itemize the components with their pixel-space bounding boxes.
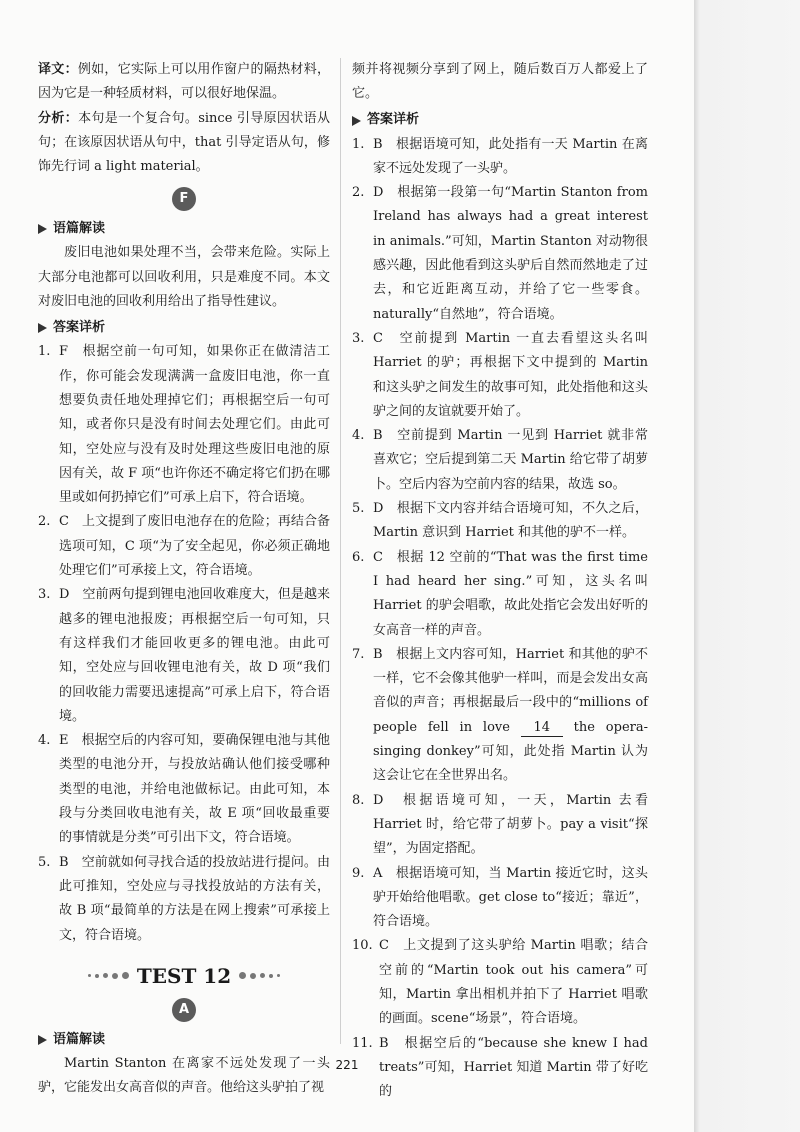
answer-item <box>352 546 648 643</box>
answer-text: A 根据语境可知，当 Martin 接近它时，这头驴开始给他唱歌。get close to“接近；靠近”，符合语境。 <box>373 865 648 930</box>
answer-number: 7. <box>352 646 365 662</box>
answer-number: 2. <box>38 514 51 530</box>
answers-heading-2 <box>352 109 648 133</box>
answer-text: C 根据 12 空前的“That was the first time I had heard her sing.”可知，这头名叫 Harriet 的驴会唱歌，故此处指它会发出好听的女高音一样的声音。 <box>373 549 648 638</box>
answer-number: 2. <box>352 185 365 201</box>
answer-number: 5. <box>38 854 51 870</box>
reading-heading <box>38 217 330 241</box>
answer-number: 6. <box>352 549 365 565</box>
answer-text: D 根据语境可知，一天，Martin 去看 Harriet 时，给它带了胡萝卜。pay a visit“探望”，为固定搭配。 <box>373 792 648 857</box>
continued-paragraph: 频并将视频分享到了网上，随后数百万人都爱上了它。 <box>352 62 648 102</box>
answer-item <box>38 851 330 948</box>
answer-text: F 根据空前一句可知，如果你正在做清洁工作，你可能会发现满满一盒废旧电池，你一直想要负责任地处理掉它们；再根据空后一句可知，或者你只是没有时间去处理它们。由此可知，空处应与没有及时处理这些废旧电池的原因有关，故 F 项“也许你还不确定将它们扔在哪里或如何扔掉它们”可承上启下，符合语境。 <box>59 344 330 506</box>
arrow-marker-icon <box>352 116 361 126</box>
decorative-dots-right <box>239 972 280 979</box>
answer-item <box>38 340 330 510</box>
answer-text-part: B 根据上文内容可知，Harriet 和其他的驴不一样，它不会像其他驴一样叫，而是会发出女高音似的声音；再根据最后一段中的“millions of people fell in love <box>373 646 648 735</box>
answer-number: 4. <box>38 733 51 749</box>
answer-item <box>352 643 648 789</box>
reading-paragraph: 废旧电池如果处理不当，会带来危险。实际上大部分电池都可以回收利用，只是难度不同。本文对废旧电池的回收利用给出了指导性建议。 <box>38 245 330 310</box>
answer-number: 8. <box>352 792 365 808</box>
answers-heading-text: 答案详析 <box>53 320 106 336</box>
answer-number: 1. <box>38 344 51 360</box>
left-column <box>38 58 330 1100</box>
answer-text: B 空前就如何寻找合适的投放站进行提问。由此可推知，空处应与寻找投放站的方法有关，故 B 项“最简单的方法是在网上搜索”可承接上文，符合语境。 <box>59 854 330 943</box>
answer-text: B 空前提到 Martin 一见到 Harriet 就非常喜欢它；空后提到第二天 Martin 给它带了胡萝卜。空后内容为空前内容的结果，故选 so。 <box>373 428 648 492</box>
reading-paragraph-2: Martin Stanton 在离家不远处发现了一头驴，它能发出女高音似的声音。他给这头驴拍了视 <box>38 1055 330 1096</box>
answer-item <box>352 424 648 497</box>
answer-text <box>373 643 648 789</box>
translation-label: 译文： <box>38 62 78 77</box>
answer-text: C 上文提到了废旧电池存在的危险；再结合备选项可知，C 项“为了安全起见，你必须正确地处理它们”可承接上文，符合语境。 <box>59 514 330 579</box>
answer-item <box>352 181 648 327</box>
answer-number: 3. <box>352 330 365 346</box>
answer-text: D 根据下文内容并结合语境可知，不久之后，Martin 意识到 Harriet 和其他的驴不一样。 <box>373 501 648 541</box>
analysis-paragraph <box>38 107 330 180</box>
answer-text: D 根据第一段第一句“Martin Stanton from Ireland has always had a great interest in animals.”可知，Martin Stanton 对动物很感兴趣，因此他看到这头驴后自然而然地走了过去，和它近距离互动，并给了它一些零食。naturally“自然地”，符合语境。 <box>373 185 648 322</box>
section-badge-f: F <box>172 187 196 211</box>
answers-heading-text: 答案详析 <box>367 112 420 128</box>
answer-item <box>352 789 648 862</box>
reading-heading-text: 语篇解读 <box>53 1031 106 1047</box>
arrow-marker-icon <box>38 224 47 234</box>
answer-text: E 根据空后的内容可知，要确保锂电池与其他类型的电池分开，与投放站确认他们接受哪种类型的电池，并给电池做标记。由此可知，本段与分类回收电池有关，故 E 项“回收最重要的事情就是分类”可引出下文，符合语境。 <box>59 733 330 846</box>
answer-item <box>38 729 330 850</box>
test-title <box>38 962 330 990</box>
answer-number: 5. <box>352 501 365 517</box>
answer-text: B 根据空后的“because she knew I had treats”可知，Harriet 知道 Martin 带了好吃的 <box>379 1035 648 1100</box>
arrow-marker-icon <box>38 1035 47 1045</box>
answer-item <box>352 133 648 182</box>
reading-heading-text: 语篇解读 <box>53 221 106 237</box>
answer-number: 3. <box>38 587 51 603</box>
answer-number: 9. <box>352 865 365 881</box>
page-number: 221 <box>335 1058 359 1072</box>
right-column <box>352 58 648 1104</box>
page-edge-shadow <box>694 0 800 1132</box>
translation-paragraph <box>38 58 330 107</box>
answer-number: 1. <box>352 136 365 152</box>
test-title-text: TEST 12 <box>136 963 232 988</box>
answer-item <box>38 583 330 729</box>
answer-item <box>38 510 330 583</box>
answer-number: 4. <box>352 428 365 444</box>
analysis-text: 本句是一个复合句。since 引导原因状语从句；在该原因状语从句中，that 引导定语从句，修饰先行词 a light material。 <box>38 110 330 175</box>
answer-number: 10. <box>352 938 373 954</box>
blank-number: 14 <box>521 720 563 737</box>
reading-heading-2 <box>38 1028 330 1052</box>
decorative-dots-left <box>88 972 129 979</box>
answer-text: C 空前提到 Martin 一直去看望这头名叫 Harriet 的驴；再根据下文中提到的 Martin 和这头驴之间发生的故事可知，此处指他和这头驴之间的友谊就要开始了。 <box>373 330 648 419</box>
answer-item <box>352 327 648 424</box>
answer-text: C 上文提到了这头驴给 Martin 唱歌；结合空前的“Martin took out his camera”可知，Martin 拿出相机并拍下了 Harriet 唱歌的画面。scene“场景”，符合语境。 <box>379 938 648 1027</box>
answer-number: 11. <box>352 1035 373 1051</box>
column-divider <box>340 58 341 1044</box>
answers-heading <box>38 316 330 340</box>
section-badge-f-wrap <box>38 187 330 211</box>
arrow-marker-icon <box>38 323 47 333</box>
answer-text-part: the opera-singing donkey”可知，此处指 Martin 认为这会让它在全世界出名。 <box>373 719 648 784</box>
section-badge-a-wrap <box>38 998 330 1022</box>
answer-text: B 根据语境可知，此处指有一天 Martin 在离家不远处发现了一头驴。 <box>373 136 648 176</box>
answer-item <box>352 497 648 546</box>
analysis-label: 分析： <box>38 110 79 126</box>
answer-item <box>352 934 648 1031</box>
section-badge-a: A <box>172 998 196 1022</box>
translation-text: 例如，它实际上可以用作窗户的隔热材料，因为它是一种轻质材料，可以很好地保温。 <box>38 62 330 102</box>
answer-item <box>352 862 648 935</box>
answer-text: D 空前两句提到锂电池回收难度大，但是越来越多的锂电池报废；再根据空后一句可知，只有这样我们才能回收更多的锂电池。由此可知，空处应与回收锂电池有关，故 D 项“我们的回收能力需要迅速提高”可承上启下，符合语境。 <box>59 587 330 724</box>
